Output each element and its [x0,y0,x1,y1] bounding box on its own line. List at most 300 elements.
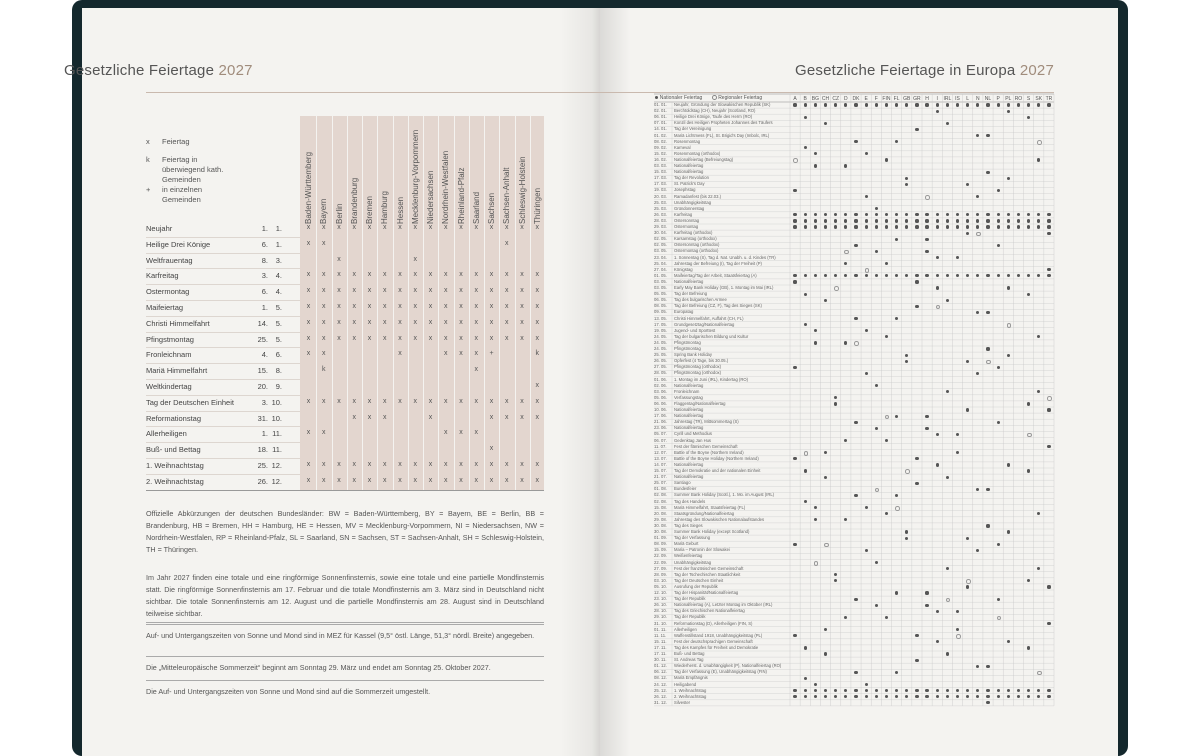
state-header: Niedersachsen [426,170,435,224]
holiday-cell-mark: x [505,271,509,279]
holiday-cell-mark: x [398,271,402,279]
national-holiday-dot [895,225,898,228]
europe-row-name: Pfingstmontag (orthodox) [674,370,722,376]
europe-row-name: Buß- und Bettag [674,651,705,656]
europe-row-date: 03. 05. [654,248,667,254]
national-holiday-dot [824,476,827,479]
national-holiday-dot [966,585,969,588]
holiday-month: 4. [275,271,282,281]
holiday-cell-mark: x [383,303,387,310]
holiday-cell-mark: x [535,318,539,326]
row-separator [146,474,300,475]
national-holiday-dot [895,219,898,222]
europe-row-name: Christi Himmelfahrt, Auffahrt (CH, FL) [674,315,744,321]
national-holiday-dot [1027,225,1030,228]
national-holiday-dot [824,225,827,228]
holiday-month: 10. [271,413,282,423]
national-holiday-dot [946,122,949,125]
europe-row-name: Königstag [674,266,693,272]
europe-row-name: Fest der flämischen Gemeinschaft [674,443,738,449]
holiday-cell-mark: x [459,334,463,342]
europe-row-date: 17. 11. [654,651,667,656]
europe-row-name: Berchtoldstag (CH), Neujahr (Scotland, RO) [674,108,756,114]
europe-row-date: 01. 05. [654,272,667,278]
note-separator [146,656,544,657]
country-code: GB [903,95,911,102]
holiday-cell-mark: x [398,334,402,342]
europe-row-name: Mariä Lichtmess (FL), St. Brigid's Day (Imbolc, IRL) [674,132,770,138]
holiday-name: Ostermontag [146,287,190,297]
national-holiday-dot [865,506,868,509]
europe-row-name: Nationalfeiertag [674,163,704,168]
holiday-name: Heilige Drei Könige [146,239,211,249]
national-holiday-dot [936,463,939,466]
holiday-cell-mark: x [459,271,463,279]
europe-row-name: Fronleichnam [674,388,700,394]
national-holiday-dot [997,366,1000,369]
national-holiday-dot [875,219,878,222]
national-holiday-dot [1027,646,1030,649]
left-title-text: Gesetzliche Feiertage [64,62,215,79]
holiday-cell-mark: x [489,445,494,453]
national-holiday-dot [936,225,939,228]
national-holiday-dot [1017,225,1020,228]
europe-row-name: Weißenfeiertag [674,553,703,559]
holiday-month: 1. [275,224,282,233]
note-separator [146,622,544,623]
europe-row-date: 14. 07. [654,461,667,467]
national-holiday-dot [986,695,989,698]
national-holiday-dot [925,689,928,692]
holiday-cell-mark: x [383,334,387,342]
national-holiday-dot [804,293,807,296]
holiday-cell-mark: x [367,318,372,326]
holiday-day: 8. [261,255,268,265]
europe-row-date: 28. 09. [654,571,667,577]
national-holiday-dot [946,652,949,655]
national-holiday-dot [895,415,898,418]
national-holiday-dot [804,500,807,503]
holiday-cell-mark: x [306,239,311,247]
holiday-cell-mark: x [306,334,311,342]
europe-row-date: 06. 07. [654,437,667,443]
holiday-day: 1. [261,429,268,439]
national-holiday-dot [986,689,989,692]
national-holiday-dot [793,366,796,369]
europe-row-name: Tag des Kampfes für Freiheit und Demokratie [674,644,759,650]
europe-row-date: 22. 09. [654,553,667,559]
europe-row-date: 25. 07. [654,480,667,486]
holiday-cell-mark: x [459,476,463,484]
regional-holiday-dot [1027,433,1032,438]
europe-row-date: 09. 02. [654,144,667,150]
right-page-title [795,62,1054,79]
europe-row-date: 01. 11. [654,626,667,632]
europe-row-name: Maria – Patronin der Slowakei [674,547,730,553]
holiday-name: Buß- und Bettag [146,445,201,455]
national-holiday-dot [946,103,949,106]
holiday-day: 15. [257,366,268,376]
national-holiday-dot [936,110,939,113]
holiday-cell-mark: x [398,350,402,358]
europe-row-name: Ostermontag (orthodox) [674,248,719,254]
europe-row-name: Tag der Befreiung [674,291,708,297]
holiday-name: Allerheiligen [146,429,187,439]
national-holiday-dot [936,256,939,259]
europe-row-date: 26. 05. [654,358,667,364]
europe-row-name: Tag der Befreiung (CZ, F), Tag des Sieges (SK) [674,303,762,309]
row-separator [146,253,300,254]
national-holiday-dot [854,219,857,222]
national-holiday-dot [1047,268,1050,271]
national-holiday-dot [1047,408,1050,411]
holiday-cell-mark: x [474,334,478,342]
country-code: L [966,95,970,102]
europe-row-name: Ostermontag [674,224,699,229]
holiday-cell-mark: x [352,287,356,295]
national-holiday-dot [854,244,857,247]
row-separator [146,284,300,285]
holiday-cell-mark: x [383,224,387,231]
europe-row-date: 12. 07. [654,449,667,455]
europe-row-name: Summer Bank Holiday (Scotl.), 1. Mo. im August (IRL) [674,492,775,498]
state-header: Schleswig-Holstein [517,156,527,224]
europe-row-name: Tag der bulgarischen Bildung und Kultur [674,333,749,339]
regional-holiday-dot [854,341,859,346]
holiday-cell-mark: x [428,397,433,405]
europe-row-name: Fest der französischen Gemeinschaft [674,565,744,571]
national-holiday-dot [1047,622,1050,625]
national-holiday-dot [824,299,827,302]
holiday-cell-mark: x [352,397,356,405]
holiday-cell-mark: x [474,476,478,484]
europe-row-date: 26. 10. [654,602,667,608]
europe-row-name: Tag der Verfassung (E), Unabhängigkeitstag (FIN) [674,669,767,675]
holiday-cell-mark: x [444,287,448,295]
national-holiday-dot [1007,225,1010,228]
holiday-cell-mark: x [413,271,417,279]
regional-holiday-dot [834,286,839,291]
row-separator [146,347,300,348]
holiday-cell-mark: x [383,461,387,468]
national-holiday-dot [1027,402,1030,405]
holiday-cell-mark: x [428,303,433,310]
europe-row-date: 20. 03. [654,193,667,199]
national-holiday-dot [915,659,918,662]
europe-row-date: 20. 08. [654,510,667,516]
national-holiday-dot [1047,445,1050,448]
national-holiday-dot [925,415,928,418]
national-holiday-dot [793,280,796,283]
holiday-cell-mark: x [474,303,478,310]
europe-row-date: 29. 08. [654,516,667,522]
europe-row-date: 30. 08. [654,529,667,534]
holiday-cell-mark: x [428,461,433,468]
holiday-day: 26. [257,476,268,486]
national-holiday-dot [885,225,888,228]
national-holiday-dot [936,610,939,613]
page-fold-shadow-right [600,8,630,756]
europe-row-date: 03. 06. [654,388,667,394]
europe-row-name: Tag der Republik [674,614,706,620]
europe-row-name: Battle of the Boyne (Northern Ireland) [674,449,744,455]
national-holiday-dot [956,610,959,613]
europe-row-name: Opferfest (4 Tage, bis 30.05.) [674,358,729,364]
europe-row-date: 27. 04. [654,266,667,272]
holiday-cell-mark: x [428,224,433,231]
legend-national [655,95,702,101]
national-holiday-dot [804,103,807,106]
europe-row-name: Tag der Republik [674,596,706,602]
europe-row-name: Tag der Tschechischen Staatlichkeit [674,571,741,577]
country-code: FIN [882,95,891,102]
holiday-cell-mark: x [489,413,494,421]
state-header: Baden-Württemberg [304,151,313,224]
note-paragraph: Die „Mitteleuropäische Sommerzeit“ beginnt am Sonntag 29. März und endet am Sonntag 25. Oktober 2027. [146,663,491,672]
holiday-name: Maifeiertag [146,303,184,312]
national-holiday-dot [1027,116,1030,119]
europe-row-date: 05. 05. [654,291,667,297]
national-holiday-dot [1037,219,1040,222]
europe-row-name: Karsamstag (orthodox) [674,236,717,242]
europe-row-name: Fest der deutschsprachigen Gemeinschaft [674,638,753,644]
holiday-cell-mark: x [428,334,433,342]
row-separator [146,316,300,317]
national-holiday-dot [865,225,868,228]
europe-row-name: Grundgesetztag/Nationalfeiertag [674,321,735,327]
holiday-cell-mark: x [474,271,478,279]
europe-row-date: 08. 09. [654,541,667,547]
holiday-cell-mark: x [428,271,433,279]
holiday-cell-mark: x [520,271,524,279]
national-holiday-dot [925,219,928,222]
national-holiday-dot [956,103,959,106]
holiday-cell-mark: x [520,224,524,231]
europe-row-date: 06. 01. [654,114,667,120]
holiday-cell-mark: x [398,303,402,310]
national-holiday-dot [824,652,827,655]
europe-row-date: 16. 02. [654,156,667,162]
holiday-name: Reformationstag [146,413,202,423]
holiday-cell-mark: x [535,397,539,405]
holiday-cell-mark: x [352,224,356,231]
europe-row-date: 13. 05. [654,315,667,321]
holiday-cell-mark: x [444,224,448,231]
holiday-month: 11. [272,429,282,439]
europe-row-name: Karfreitag (orthodox) [674,230,713,236]
holiday-cell-mark: x [489,318,494,326]
holiday-cell-mark: x [322,350,326,358]
national-holiday-dot [915,689,918,692]
europe-row-name: Unabhängigkeitstag [674,559,712,565]
europe-row-name: Staatsgründung/Nationalfeiertag [674,510,735,516]
holiday-cell-mark: x [337,224,341,231]
national-holiday-dot [875,225,878,228]
holiday-cell-mark: x [520,476,524,484]
holiday-cell-mark: x [489,271,494,279]
holiday-cell-mark: x [322,303,326,310]
europe-row-name: Pfingstmontag [674,346,701,351]
holiday-name: Pfingstmontag [146,334,194,344]
holiday-cell-mark: x [322,318,326,326]
europe-row-date: 02. 08. [654,492,667,498]
national-holiday-dot [997,543,1000,546]
europe-row-date: 17. 05. [654,321,667,327]
country-code: IRL [943,95,952,102]
holiday-cell-mark: x [352,334,356,342]
europe-row-name: Early May Bank Holiday (GB), 1. Montag im Mai (IRL) [674,285,774,290]
national-holiday-dot [804,116,807,119]
europe-row-date: 30. 08. [654,522,667,528]
europe-row-date: 06. 12. [654,669,667,675]
legend-symbol: + [146,185,151,194]
national-holiday-dot [793,219,796,222]
row-separator [146,442,300,443]
europe-row-date: 07. 01. [654,120,667,126]
holiday-cell-mark: x [444,429,448,437]
holiday-name: Neujahr [146,224,173,233]
holiday-cell-mark: x [535,413,539,421]
holiday-cell-mark: x [322,224,326,231]
holiday-cell-mark: x [367,476,372,484]
holiday-cell-mark: x [535,334,539,342]
national-holiday-dot [1017,103,1020,106]
europe-row-date: 23. 04. [654,254,667,260]
national-holiday-dot [865,683,868,686]
europe-row-name: Rosenmontag (orthodox) [674,150,721,156]
national-holiday-dot [1007,103,1010,106]
national-holiday-dot [997,598,1000,601]
holiday-cell-mark: x [367,224,372,231]
holiday-cell-mark: x [505,239,509,247]
europe-row-date: 28. 10. [654,608,667,614]
europe-row-date: 28. 05. [654,370,667,376]
country-code: RO [1014,95,1023,102]
europe-row-name: Nationalfeiertag [674,425,704,431]
left-title-year: 2027 [218,62,253,79]
regional-holiday-dot [1037,140,1042,145]
europe-row-name: 1. Sonnentag (S), Tag d. Nat. Unabh. u. d. Kindes (TR) [674,254,776,260]
holiday-cell-mark: x [337,476,341,484]
europe-row-date: 08. 12. [654,675,667,681]
state-header: Hessen [395,196,405,224]
national-holiday-dot [854,695,857,698]
national-holiday-dot [875,250,878,253]
europe-row-date: 11. 07. [654,443,667,449]
country-code: FL [893,95,900,102]
page-fold-shadow [560,8,600,756]
holiday-cell-mark: x [444,350,448,358]
europe-row-name: Jugend- und Sporttest [674,327,716,333]
national-holiday-dot [946,225,949,228]
europe-row-name: Bundesfeier [674,486,697,492]
state-header: Saarland [471,191,481,224]
holiday-cell-mark: x [459,350,463,358]
national-holiday-dot [915,103,918,106]
holiday-cell-mark: x [352,271,356,279]
holiday-cell-mark: x [474,224,478,231]
national-holiday-dot [804,689,807,692]
europe-row-date: 03. 03. [654,163,667,168]
national-holiday-dot [997,219,1000,222]
europe-row-name: Jahrestag (TR), Mittsommertag (S) [674,419,739,425]
holiday-cell-mark: x [444,271,448,279]
holiday-cell-mark: x [383,397,387,405]
national-holiday-dot [854,140,857,143]
national-holiday-dot [956,219,959,222]
regional-holiday-dot [793,158,798,163]
holiday-cell-mark: x [352,413,356,421]
national-holiday-dot [997,103,1000,106]
holiday-month: 6. [275,350,282,360]
europe-row-date: 29. 10. [654,614,667,620]
national-holiday-dot [895,591,898,594]
national-holiday-dot [1047,689,1050,692]
national-holiday-dot [915,695,918,698]
national-holiday-dot [793,689,796,692]
europe-row-name: Cyrill und Methodius [674,431,712,437]
national-holiday-dot [824,122,827,125]
europe-row-date: 15. 11. [654,638,667,644]
europe-row-name: Battle of the Boyne Holiday (Northern Ireland) [674,455,759,461]
europe-row-date: 21. 07. [654,474,667,480]
national-holiday-dot [1017,219,1020,222]
europe-row-date: 30. 04. [654,230,667,236]
national-holiday-dot [804,469,807,472]
holiday-cell-mark: x [489,334,494,342]
europe-row-date: 02. 01. [654,108,667,114]
holiday-cell-mark: x [322,287,326,295]
right-title-rule [600,92,1054,93]
europe-row-name: Ramadanfest (bis 22.03.) [674,193,722,199]
holiday-cell-mark: x [489,224,494,231]
national-holiday-dot [875,427,878,430]
europe-row-date: 31. 10. [654,620,667,626]
europe-row-date: 25. 04. [654,260,667,266]
national-holiday-dot [1027,293,1030,296]
europe-row-date: 27. 09. [654,565,667,571]
national-holiday-dot [1037,158,1040,161]
europe-row-date: 25. 03. [654,205,667,211]
europe-row-date: 15. 07. [654,468,667,473]
national-holiday-dot [915,219,918,222]
holiday-day: 3. [261,271,268,281]
national-holiday-dot [865,195,868,198]
holiday-cell-mark: x [337,303,341,310]
holiday-cell-mark: x [413,318,417,326]
holiday-name: 1. Weihnachtstag [146,461,204,470]
state-header: Bayern [319,198,329,224]
holiday-cell-mark: x [322,239,326,247]
national-holiday-dot [1047,219,1050,222]
europe-row-name: Silvester [674,699,691,705]
europe-row-name: Nationalfeiertag [674,407,704,412]
legend-symbol: k [146,155,150,164]
holiday-cell-mark: x [505,224,509,231]
national-holiday-dot [1007,110,1010,113]
national-holiday-dot [966,408,969,411]
country-code: BG [811,95,819,102]
europe-row-date: 24. 12. [654,681,667,687]
country-code: NL [984,95,992,102]
national-holiday-dot [986,524,989,527]
holiday-cell-mark: x [474,366,478,374]
regional-holiday-dot [1037,671,1042,676]
europe-row-date: 09. 05. [654,309,667,315]
europe-row-name: St. Andreas Tag [674,657,704,663]
national-holiday-dot [915,280,918,283]
europe-row-date: 15. 08. [654,504,667,510]
